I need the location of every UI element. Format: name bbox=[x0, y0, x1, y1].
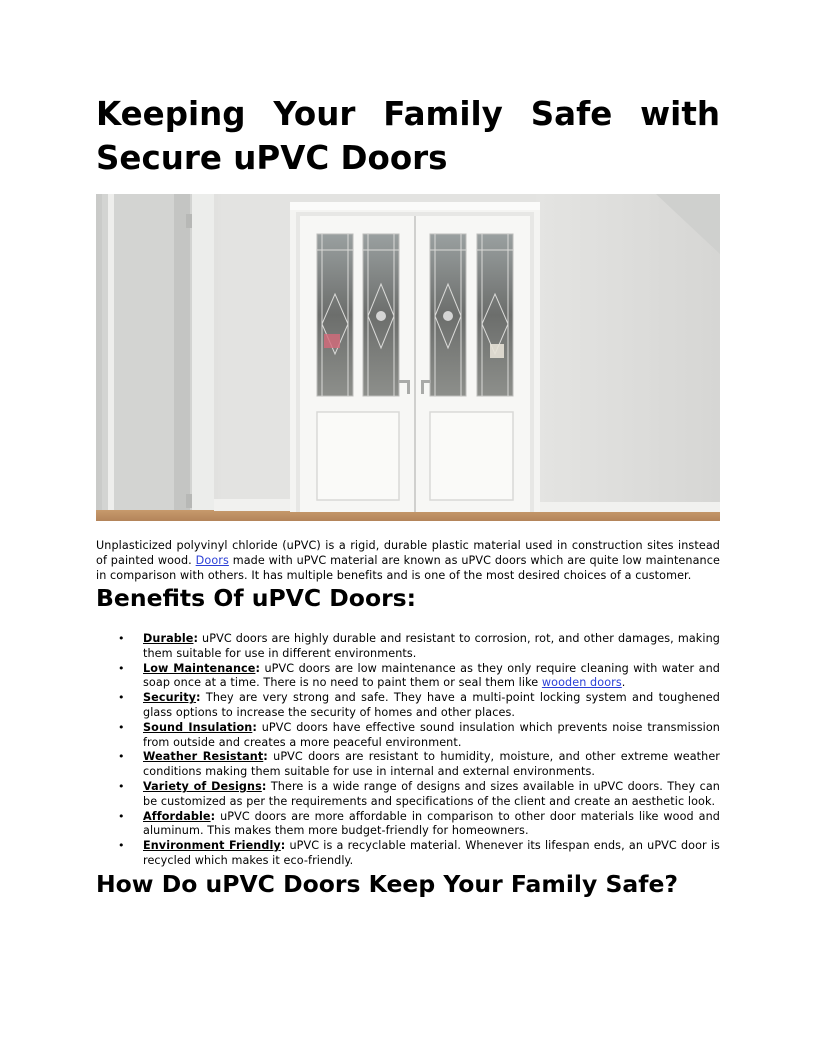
benefit-text-end: . bbox=[621, 676, 626, 690]
intro-text-end: made with uPVC material are known as uPVC doors which are quite low maintenance in comparison with others. It has multiple benefits and is one of the most desired choices of a customer. bbox=[96, 554, 720, 582]
benefits-heading: Benefits Of uPVC Doors: bbox=[96, 584, 417, 612]
bullet-icon: • bbox=[118, 779, 125, 793]
benefit-term: Variety of Designs bbox=[143, 779, 262, 793]
page-title: Keeping Your Family Safe with Secure uPVC Doors bbox=[96, 95, 720, 177]
benefit-text: uPVC doors are low maintenance as they only require cleaning with water and soap once at a time. There is no need to paint them or seal them like bbox=[143, 661, 720, 690]
benefits-list bbox=[96, 632, 720, 869]
benefit-term: Security bbox=[143, 691, 197, 705]
benefit-colon: : bbox=[261, 779, 267, 793]
benefit-colon: : bbox=[255, 661, 261, 675]
wooden-doors-link[interactable]: wooden doors bbox=[541, 676, 622, 690]
benefit-colon: : bbox=[210, 809, 216, 823]
benefit-term: Low Maintenance bbox=[143, 661, 256, 675]
list-item bbox=[118, 839, 720, 869]
intro-text-start: Unplasticized polyvinyl chloride (uPVC) is a rigid, durable plastic material used in construction sites instead of painted wood. bbox=[96, 539, 720, 567]
list-item bbox=[118, 661, 720, 692]
door-illustration bbox=[96, 194, 720, 521]
bullet-icon: • bbox=[118, 632, 125, 645]
intro-paragraph bbox=[96, 538, 720, 583]
benefit-colon: : bbox=[263, 750, 268, 764]
list-item bbox=[118, 750, 721, 780]
hero-image bbox=[96, 194, 720, 521]
benefit-term: Weather Resistant bbox=[143, 750, 264, 764]
benefit-colon: : bbox=[193, 632, 199, 645]
benefit-term: Sound Insulation bbox=[143, 720, 253, 734]
bullet-icon: • bbox=[118, 750, 125, 764]
benefit-colon: : bbox=[252, 720, 257, 734]
benefit-text: uPVC doors are more affordable in comparison to other door materials like wood and aluminum. This makes them more budget-friendly for homeowners. bbox=[143, 809, 720, 838]
benefit-term: Environment Friendly bbox=[143, 839, 281, 853]
doors-link[interactable]: Doors bbox=[195, 554, 229, 567]
benefit-text: uPVC doors are resistant to humidity, moisture, and other extreme weather conditions making them suitable for use in internal and external environments. bbox=[143, 750, 721, 779]
document-page bbox=[96, 92, 720, 899]
list-item bbox=[118, 720, 720, 751]
bullet-icon: • bbox=[118, 691, 125, 705]
benefit-text: uPVC doors are highly durable and resistant to corrosion, rot, and other damages, making them suitable for use in different environments. bbox=[143, 632, 720, 660]
list-item bbox=[118, 632, 720, 662]
benefit-text: uPVC doors have effective sound insulation which prevents noise transmission from outside and creates a more peaceful environment. bbox=[143, 720, 720, 749]
list-item bbox=[118, 779, 720, 810]
benefit-term: Durable bbox=[143, 632, 194, 645]
bullet-icon: • bbox=[118, 720, 125, 734]
benefit-text: uPVC is a recyclable material. Whenever its lifespan ends, an uPVC door is recycled which makes it eco-friendly. bbox=[143, 839, 720, 867]
bullet-icon: • bbox=[118, 809, 125, 823]
benefit-text: They are very strong and safe. They have a multi-point locking system and toughened glass options to increase the security of homes and other places. bbox=[143, 691, 720, 719]
benefit-colon: : bbox=[196, 691, 201, 705]
list-item bbox=[118, 809, 720, 840]
benefit-term: Affordable bbox=[143, 809, 211, 823]
bullet-icon: • bbox=[118, 661, 125, 675]
bullet-icon: • bbox=[118, 839, 125, 853]
benefit-text: There is a wide range of designs and sizes available in uPVC doors. They can be customized as per the requirements and specifications of the client and create an aesthetic look. bbox=[143, 779, 720, 808]
list-item bbox=[118, 691, 720, 721]
benefit-colon: : bbox=[280, 839, 286, 853]
safety-heading: How Do uPVC Doors Keep Your Family Safe? bbox=[96, 869, 679, 898]
